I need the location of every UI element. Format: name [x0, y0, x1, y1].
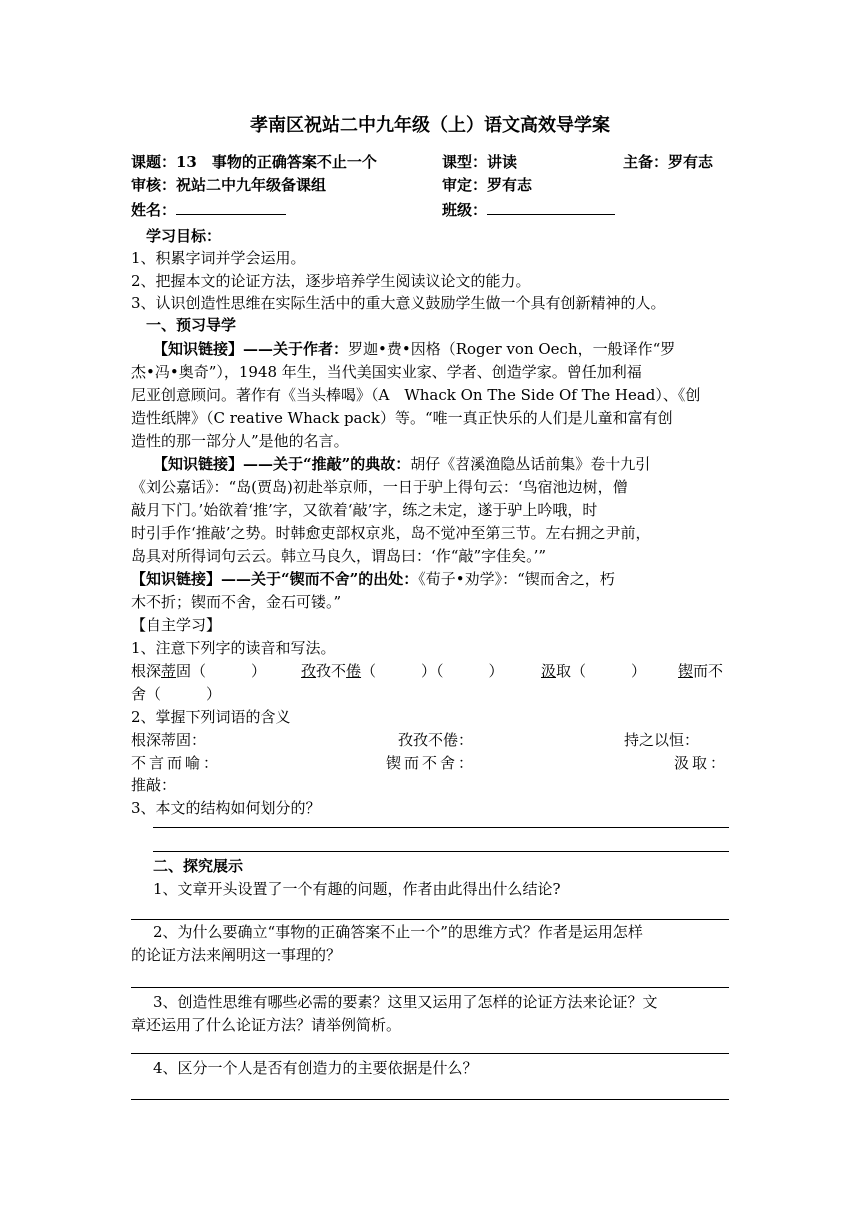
- answer-line[interactable]: [131, 1053, 729, 1054]
- term-item: 根深蒂固：: [131, 731, 207, 749]
- link-tuiqiao-line: 【知识链接】——关于“推敲”的典故：胡仔《苕溪渔隐丛话前集》卷十九引: [153, 455, 651, 473]
- link-tuiqiao-line: 敲月下门。’始欲着‘推’字，又欲着‘敲’字，练之未定，遂于驴上吟哦，时: [131, 501, 598, 519]
- link-qieer-line: 木不折；锲而不舍，金石可镂。”: [131, 593, 342, 611]
- explore-heading: 二、探究展示: [153, 857, 244, 875]
- review-group: 审核：祝站二中九年级备课组: [131, 176, 327, 194]
- pron-word-4: 锲而不: [678, 662, 724, 680]
- term-item: 不言而喻：: [131, 754, 222, 772]
- answer-line[interactable]: [131, 919, 729, 920]
- class-field[interactable]: [442, 197, 615, 221]
- link-author-line: 造性纸牌》（C reative Whack pack）等。“唯一真正快乐的人们是儿童和富有创: [131, 409, 673, 427]
- lesson-type: 课型：讲读: [442, 153, 518, 171]
- link-tuiqiao-line: 时引手作‘推敲’之势。时韩愈吏部权京兆，岛不觉冲至第三节。左右拥之尹前，: [131, 524, 651, 542]
- pron-word-4-cont: 舍（ ）: [131, 685, 222, 703]
- pron-word-2: 孜孜不倦（ ）（ ）: [301, 662, 504, 680]
- answer-line[interactable]: [131, 987, 729, 988]
- link-tuiqiao-line: 《刘公嘉话》：“岛(贾岛)初赴举京师，一日于驴上得句云：‘鸟宿池边树，僧: [131, 478, 628, 496]
- link-author-line: 造性的那一部分人”是他的名言。: [131, 432, 349, 450]
- approver: 审定：罗有志: [442, 176, 533, 194]
- explore-q2-cont: 的论证方法来阐明这一事理的？: [131, 946, 342, 964]
- explore-q3-cont: 章还运用了什么论证方法？请举例简析。: [131, 1016, 402, 1034]
- link-tuiqiao-line: 岛具对所得词句云云。韩立马良久，谓岛曰：‘作“敲”字佳矣。’”: [131, 547, 547, 565]
- link-author-label: 【知识链接】——关于作者：: [153, 340, 349, 358]
- goal-item: 3、认识创造性思维在实际生活中的重大意义鼓励学生做一个具有创新精神的人。: [131, 294, 666, 312]
- explore-q3: 3、创造性思维有哪些必需的要素？这里又运用了怎样的论证方法来论证？文: [153, 993, 658, 1011]
- name-field[interactable]: [131, 197, 286, 221]
- name-label: 姓名：: [131, 201, 177, 219]
- self-study-q3: 3、本文的结构如何划分的？: [131, 799, 321, 817]
- class-blank[interactable]: [487, 197, 615, 215]
- term-item: 孜孜不倦：: [398, 731, 474, 749]
- term-item: 汲取：: [674, 754, 729, 772]
- explore-q4: 4、区分一个人是否有创造力的主要依据是什么？: [153, 1059, 478, 1077]
- goal-item: 2、把握本文的论证方法，逐步培养学生阅读议论文的能力。: [131, 272, 531, 290]
- explore-q2: 2、为什么要确立“事物的正确答案不止一个”的思维方式？作者是运用怎样: [153, 923, 643, 941]
- link-qieer-line: 【知识链接】——关于“锲而不舍”的出处：《荀子•劝学》：“锲而舍之，朽: [131, 570, 615, 588]
- link-author-line: 杰•冯•奥奇”），1948 年生，当代美国实业家、学者、创造学家。曾任加利福: [131, 363, 642, 381]
- preview-heading: 一、预习导学: [146, 316, 237, 334]
- lesson-author: 主备：罗有志: [623, 153, 714, 171]
- page-title: 孝南区祝站二中九年级（上）语文高效导学案: [250, 115, 610, 136]
- answer-line[interactable]: [131, 1099, 729, 1100]
- term-item: 锲而不舍：: [386, 754, 477, 772]
- link-author-line: 尼亚创意顾问。著作有《当头棒喝》（A Whack On The Side Of The Head）、《创: [131, 386, 701, 404]
- term-item: 持之以恒：: [624, 731, 700, 749]
- answer-line[interactable]: [153, 827, 729, 828]
- link-qieer-label: 【知识链接】——关于“锲而不舍”的出处：: [131, 570, 419, 588]
- answer-line[interactable]: [153, 851, 729, 852]
- link-tuiqiao-label: 【知识链接】——关于“推敲”的典故：: [153, 455, 411, 473]
- self-study-q1: 1、注意下列字的读音和写法。: [131, 639, 336, 657]
- goals-heading: 学习目标：: [146, 227, 222, 245]
- self-study-heading: 【自主学习】: [131, 616, 222, 634]
- link-author-line: 【知识链接】——关于作者：罗迦•费•因格（Roger von Oech，一般译作“罗: [153, 340, 676, 358]
- lesson-topic: 课题：13 事物的正确答案不止一个: [131, 153, 377, 171]
- explore-q1: 1、文章开头设置了一个有趣的问题，作者由此得出什么结论?: [153, 880, 561, 898]
- pron-word-3: 汲取（ ）: [541, 662, 647, 680]
- term-item: 推敲：: [131, 776, 177, 794]
- self-study-q2: 2、掌握下列词语的含义: [131, 708, 291, 726]
- pron-word-1: 根深蒂固（ ）: [131, 662, 267, 680]
- goal-item: 1、积累字词并学会运用。: [131, 249, 306, 267]
- class-label: 班级：: [442, 201, 488, 219]
- name-blank[interactable]: [176, 197, 286, 215]
